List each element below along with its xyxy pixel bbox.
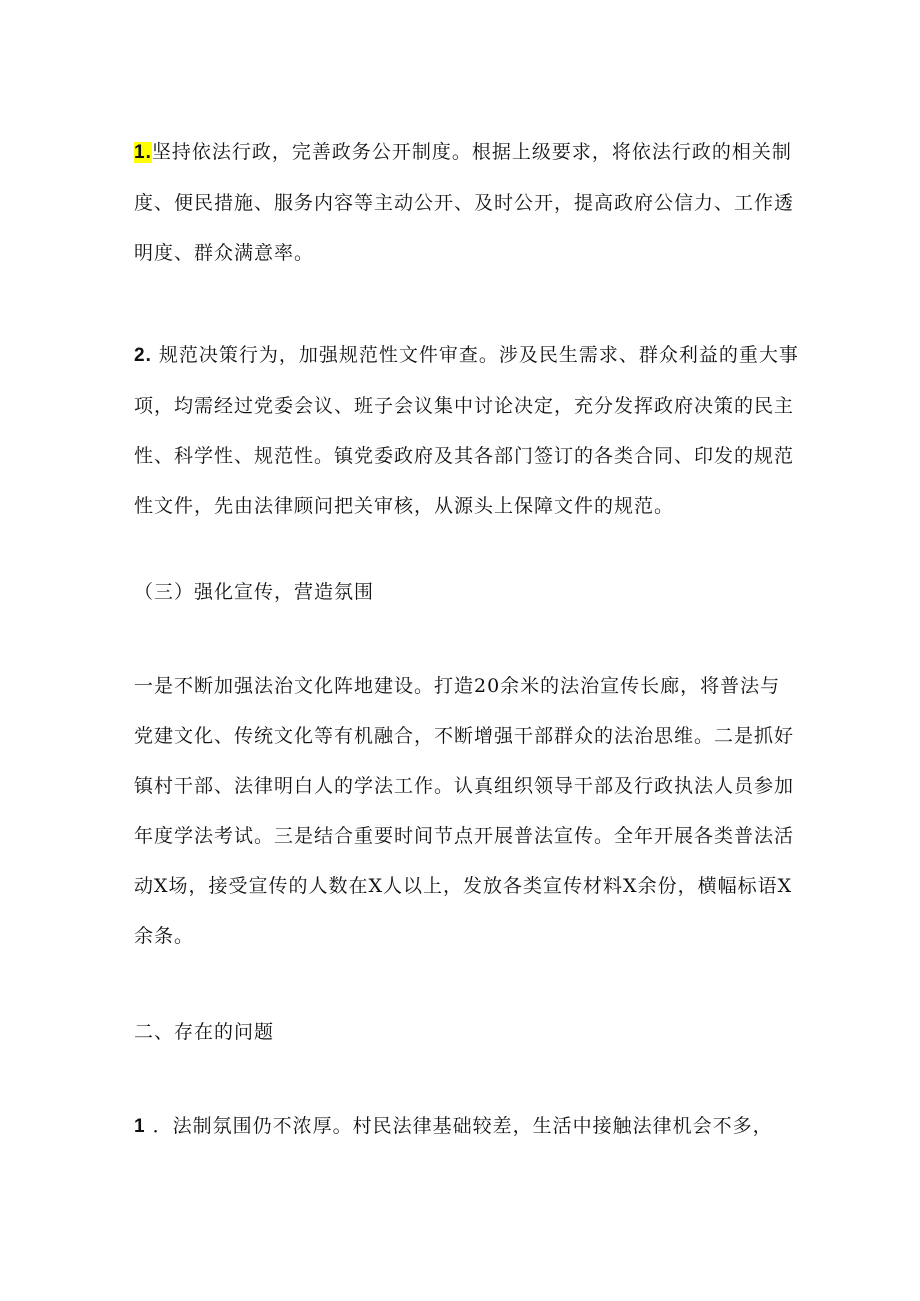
text-span: 规范决策行为，加强规范性文件审查。涉及民生需求、群众利益的重大事 (151, 344, 799, 366)
paragraph-3-line-5: 动X场，接受宣传的人数在X人以上，发放各类宣传材料X余份，横幅标语X (134, 875, 793, 897)
paragraph-2-line-3: 性、科学性、规范性。镇党委政府及其各部门签订的各类合同、印发的规范 (134, 445, 795, 467)
paragraph-1 (134, 127, 794, 278)
highlighted-number: 1. (134, 142, 152, 163)
paragraph-1-line-2: 度、便民措施、服务内容等主动公开、及时公开，提高政府公信力、工作透 (134, 192, 795, 214)
paragraph-3 (134, 661, 794, 961)
paragraph-3-line-3: 镇村干部、法律明白人的学法工作。认真组织领导干部及行政执法人员参加 (134, 775, 795, 797)
list-number: 1 (134, 1116, 146, 1137)
paragraph-3-line-4: 年度学法考试。三是结合重要时间节点开展普法宣传。全年开展各类普法活 (134, 825, 795, 847)
section-heading-2 (134, 1007, 794, 1057)
paragraph-3-line-1: 一是不断加强法治文化阵地建设。打造20余米的法治宣传长廊，将普法与 (134, 675, 781, 697)
heading-text: 二、存在的问题 (134, 1021, 275, 1043)
paragraph-3-line-2: 党建文化、传统文化等有机融合，不断增强干部群众的法治思维。二是抓好 (134, 725, 795, 747)
heading-text: （三）强化宣传，营造氛围 (134, 581, 375, 603)
paragraph-4-line-1 (134, 1101, 794, 1152)
paragraph-1-line-1 (134, 127, 794, 178)
paragraph-2-line-1 (134, 330, 799, 381)
text-span: 坚持依法行政，完善政务公开制度。根据上级要求，将依法行政的相关制 (151, 141, 792, 163)
paragraph-1-line-3: 明度、群众满意率。 (134, 242, 315, 264)
text-span: ．法制氛围仍不浓厚。村民法律基础较差，生活中接触法律机会不多， (145, 1115, 773, 1137)
list-number: 2. (134, 345, 152, 366)
paragraph-4 (134, 1101, 794, 1152)
paragraph-2-line-4: 性文件，先由法律顾问把关审核，从源头上保障文件的规范。 (134, 495, 675, 517)
paragraph-2 (134, 330, 799, 531)
section-heading-3 (134, 567, 794, 617)
paragraph-3-line-6: 余条。 (134, 925, 195, 947)
paragraph-2-line-2: 项，均需经过党委会议、班子会议集中讨论决定，充分发挥政府决策的民主 (134, 395, 795, 417)
